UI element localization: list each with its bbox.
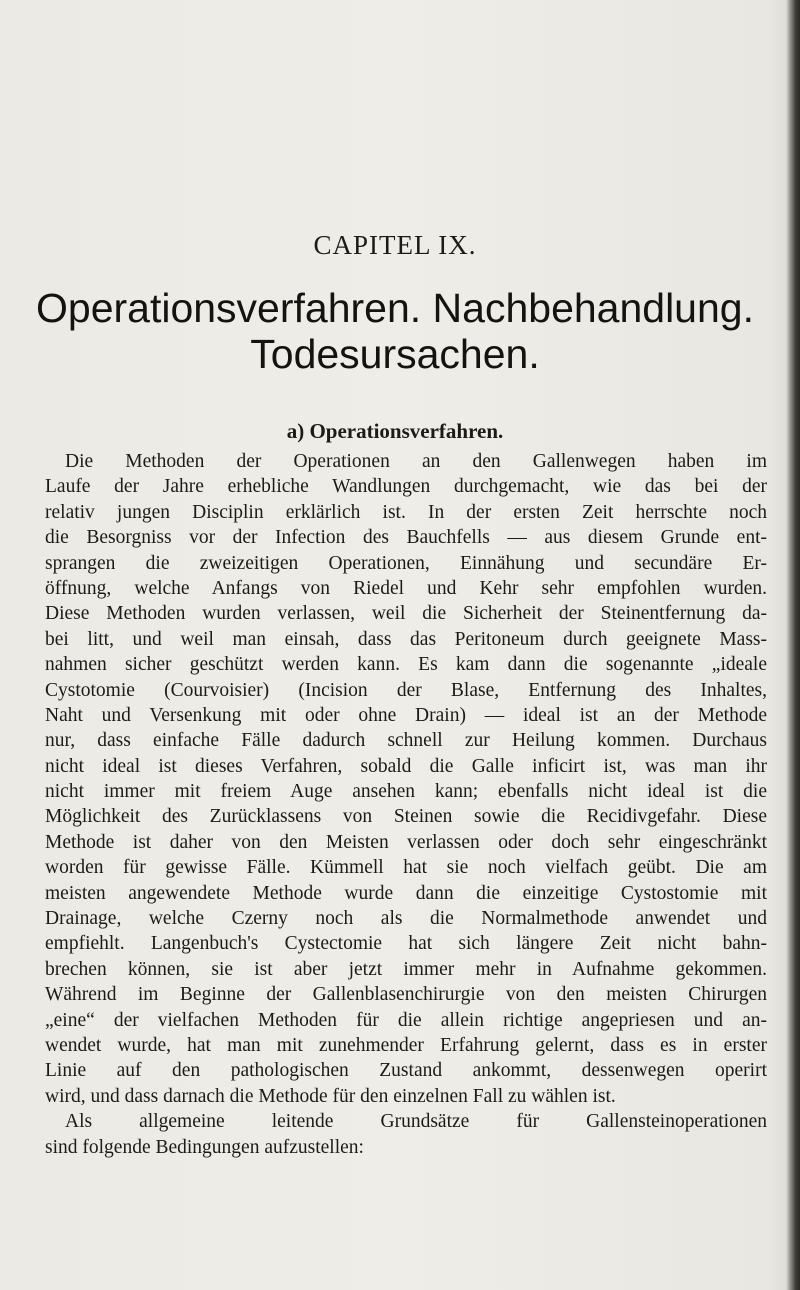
text-line: nicht immer mit freiem Auge ansehen kann; ebenfalls nicht ideal ist die <box>45 781 767 803</box>
book-binding-edge <box>786 0 800 1290</box>
text-line: Cystotomie (Courvoisier) (Incision der Blase, Entfernung des Inhaltes, <box>45 679 767 701</box>
text-line: Methode ist daher von den Meisten verlassen oder doch sehr eingeschränkt <box>45 831 767 853</box>
text-line: nahmen sicher geschützt werden kann. Es kam dann die sogenannte „ideale <box>45 654 767 676</box>
text-line: Während im Beginne der Gallenblasenchirurgie von den meisten Chirurgen <box>45 984 767 1006</box>
text-line: Die Methoden der Operationen an den Gallenwegen haben im <box>65 451 767 472</box>
text-line: meisten angewendete Methode wurde dann die einzeitige Cystostomie mit <box>45 882 767 904</box>
text-line: empfiehlt. Langenbuch's Cystectomie hat sich längere Zeit nicht bahn- <box>45 933 767 955</box>
text-line: Möglichkeit des Zurücklassens von Steinen sowie die Recidivgefahr. Diese <box>45 806 767 828</box>
text-line: wendet wurde, hat man mit zunehmender Erfahrung gelernt, dass es in erster <box>45 1034 767 1056</box>
text-line: öffnung, welche Anfangs von Riedel und Kehr sehr empfohlen wurden. <box>45 577 767 599</box>
text-line: Laufe der Jahre erhebliche Wandlungen durchgemacht, wie das bei der <box>45 476 767 498</box>
text-line: nur, dass einfache Fälle dadurch schnell zur Heilung kommen. Durchaus <box>45 730 767 752</box>
text-line: Diese Methoden wurden verlassen, weil die Sicherheit der Steinentfernung da- <box>45 603 767 625</box>
text-line: Als allgemeine leitende Grundsätze für Gallensteinoperationen <box>65 1111 767 1133</box>
text-line: sprangen die zweizeitigen Operationen, Einnähung und secundäre Er- <box>45 552 767 574</box>
body-paragraphs <box>45 449 767 1160</box>
text-line: Linie auf den pathologischen Zustand ankommt, dessenwegen operirt <box>45 1060 767 1082</box>
text-line: relativ jungen Disciplin erklärlich ist. In der ersten Zeit herrschte noch <box>45 501 767 523</box>
text-line: sind folgende Bedingungen aufzustellen: <box>45 1136 364 1158</box>
chapter-heading: CAPITEL IX. <box>313 230 477 260</box>
text-line: brechen können, sie ist aber jetzt immer mehr in Aufnahme gekommen. <box>45 958 767 980</box>
text-line: bei litt, und weil man einsah, dass das Peritoneum durch geeignete Mass- <box>45 628 767 650</box>
text-line: Drainage, welche Czerny noch als die Normalmethode anwendet und <box>45 908 767 930</box>
text-line: wird, und dass darnach die Methode für den einzelnen Fall zu wählen ist. <box>45 1085 616 1107</box>
text-line: die Besorgniss vor der Infection des Bauchfells — aus diesem Grunde ent- <box>45 527 767 549</box>
text-line: nicht ideal ist dieses Verfahren, sobald die Galle inficirt ist, was man ihr <box>45 755 767 777</box>
title-line-2: Todesursachen. <box>250 331 540 377</box>
text-line: worden für gewisse Fälle. Kümmell hat sie noch vielfach geübt. Die am <box>45 857 767 879</box>
text-line: „eine“ der vielfachen Methoden für die allein richtige angepriesen und an- <box>45 1009 767 1031</box>
title-line-1: Operationsverfahren. Nachbehandlung. <box>36 285 754 331</box>
text-line: Naht und Versenkung mit oder ohne Drain) — ideal ist an der Methode <box>45 704 767 726</box>
section-heading: a) Operationsverfahren. <box>286 419 504 443</box>
